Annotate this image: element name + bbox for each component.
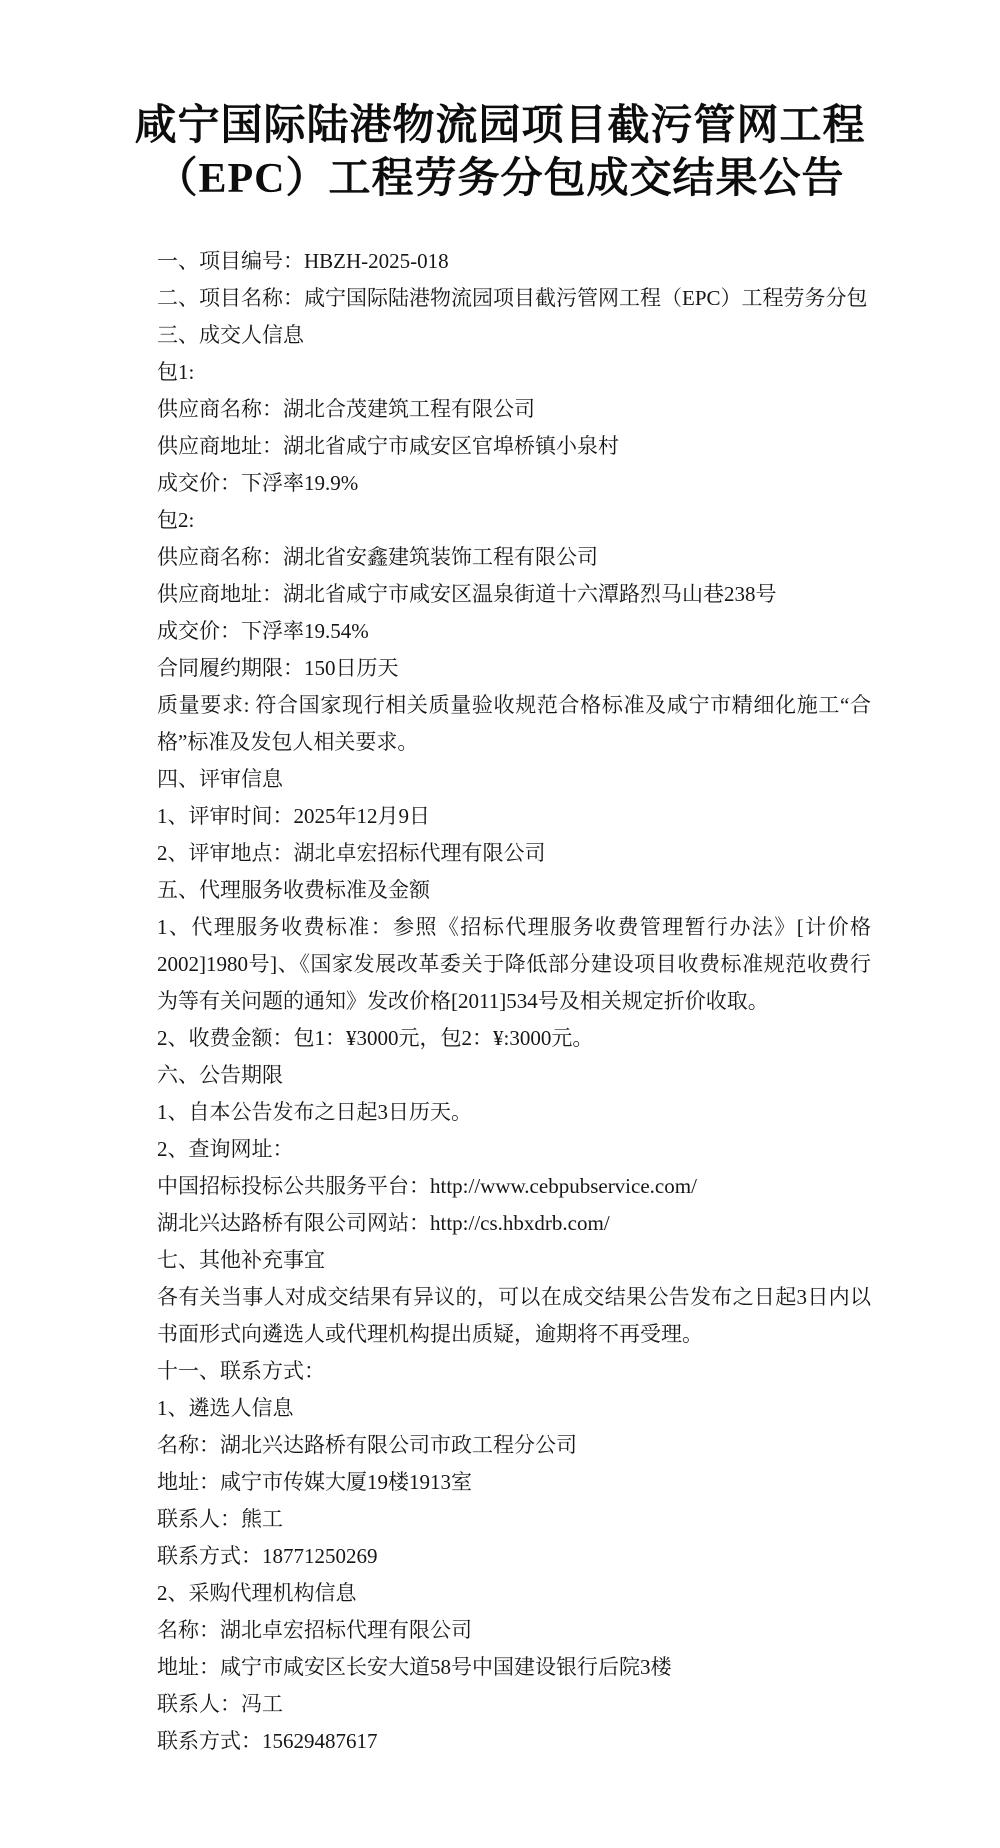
document-paragraph: 名称：湖北卓宏招标代理有限公司 bbox=[157, 1618, 472, 1642]
document-paragraph: 成交价：下浮率19.9% bbox=[157, 471, 359, 495]
document-paragraph: 合同履约期限：150日历天 bbox=[157, 656, 399, 680]
document-paragraph: 2、收费金额：包1：¥3000元，包2：¥:3000元。 bbox=[157, 1026, 594, 1050]
document-paragraph: 2、查询网址： bbox=[157, 1137, 294, 1161]
document-paragraph: 地址：咸宁市咸安区长安大道58号中国建设银行后院3楼 bbox=[157, 1655, 672, 1679]
document-paragraph: 质量要求: 符合国家现行相关质量验收规范合格标准及咸宁市精细化施工“合格”标准及发包人相关要求。 bbox=[157, 693, 871, 754]
document-title-line-1: 咸宁国际陆港物流园项目截污管网工程 bbox=[134, 103, 866, 149]
document-paragraph: 一、项目编号：HBZH-2025-018 bbox=[157, 249, 449, 273]
document-paragraph: 七、其他补充事宜 bbox=[157, 1248, 325, 1272]
document-paragraph: 联系人：冯工 bbox=[157, 1692, 283, 1716]
document-paragraph: 六、公告期限 bbox=[157, 1063, 283, 1087]
document-title-line-2: （EPC）工程劳务分包成交结果公告 bbox=[155, 156, 845, 202]
document-body bbox=[157, 243, 871, 1760]
document-paragraph: 四、评审信息 bbox=[157, 767, 283, 791]
document-paragraph: 包2: bbox=[157, 508, 195, 532]
document-paragraph: 三、成交人信息 bbox=[157, 323, 304, 347]
document-paragraph: 包1: bbox=[157, 360, 195, 384]
document-paragraph: 1、遴选人信息 bbox=[157, 1396, 294, 1420]
document-paragraph: 供应商名称：湖北省安鑫建筑装饰工程有限公司 bbox=[157, 545, 598, 569]
document-paragraph: 1、评审时间：2025年12月9日 bbox=[157, 804, 430, 828]
document-title bbox=[0, 0, 1000, 206]
document-paragraph: 十一、联系方式： bbox=[157, 1359, 325, 1383]
document-paragraph: 二、项目名称：咸宁国际陆港物流园项目截污管网工程（EPC）工程劳务分包 bbox=[157, 286, 868, 310]
document-paragraph: 2、采购代理机构信息 bbox=[157, 1581, 357, 1605]
document-paragraph: 联系方式：18771250269 bbox=[157, 1544, 378, 1568]
document-paragraph: 各有关当事人对成交结果有异议的，可以在成交结果公告发布之日起3日内以书面形式向遴选人或代理机构提出质疑，逾期将不再受理。 bbox=[157, 1285, 871, 1346]
document-paragraph: 中国招标投标公共服务平台：http://www.cebpubservice.com/ bbox=[157, 1174, 697, 1198]
document-paragraph: 1、自本公告发布之日起3日历天。 bbox=[157, 1100, 472, 1124]
document-paragraph: 地址：咸宁市传媒大厦19楼1913室 bbox=[157, 1470, 472, 1494]
document-paragraph: 供应商地址：湖北省咸宁市咸安区官埠桥镇小泉村 bbox=[157, 434, 619, 458]
document-paragraph: 五、代理服务收费标准及金额 bbox=[157, 878, 430, 902]
document-paragraph: 1、代理服务收费标准：参照《招标代理服务收费管理暂行办法》[计价格2002]1980号]、《国家发展改革委关于降低部分建设项目收费标准规范收费行为等有关问题的通知》发改价格[2011]534号及相关规定折价收取。 bbox=[157, 915, 871, 1013]
document-paragraph: 2、评审地点：湖北卓宏招标代理有限公司 bbox=[157, 841, 546, 865]
document-paragraph: 联系方式：15629487617 bbox=[157, 1729, 378, 1753]
document-paragraph: 供应商名称：湖北合茂建筑工程有限公司 bbox=[157, 397, 535, 421]
document-paragraph: 联系人：熊工 bbox=[157, 1507, 283, 1531]
document-paragraph: 供应商地址：湖北省咸宁市咸安区温泉街道十六潭路烈马山巷238号 bbox=[157, 582, 777, 606]
document-paragraph: 名称：湖北兴达路桥有限公司市政工程分公司 bbox=[157, 1433, 577, 1457]
document-paragraph: 成交价：下浮率19.54% bbox=[157, 619, 369, 643]
document-paragraph: 湖北兴达路桥有限公司网站：http://cs.hbxdrb.com/ bbox=[157, 1211, 610, 1235]
